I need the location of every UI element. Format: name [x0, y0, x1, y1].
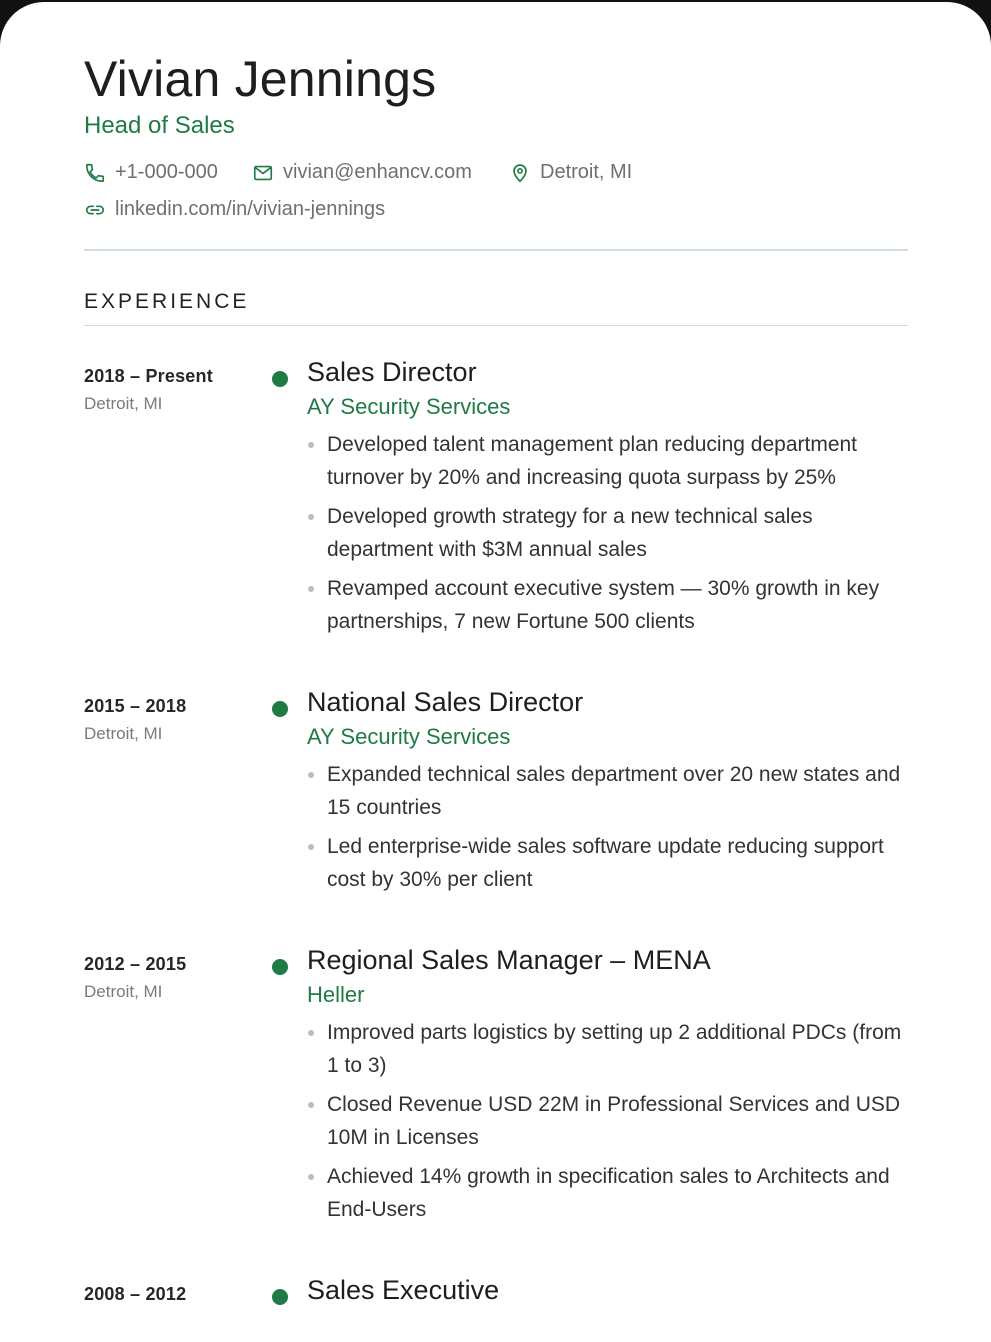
bullet-item: Developed growth strategy for a new technical sales department with $3M annual sales [307, 500, 912, 566]
entry-company: Heller [307, 982, 365, 1007]
contact-linkedin[interactable] [84, 198, 385, 221]
timeline-dot [272, 959, 288, 975]
entry-company: AY Security Services [307, 394, 511, 419]
bullet-item: Achieved 14% growth in specification sales to Architects and End-Users [307, 1160, 912, 1226]
email-text: vivian@enhancv.com [283, 161, 472, 183]
entry-date: 2012 – 2015 [84, 954, 187, 974]
entry-location: Detroit, MI [84, 724, 163, 743]
phone-icon [84, 162, 106, 184]
entry-bullets [307, 1016, 912, 1232]
email-icon [252, 162, 274, 184]
bullet-item: Closed Revenue USD 22M in Professional Services and USD 10M in Licenses [307, 1088, 912, 1154]
entry-bullets [307, 428, 912, 644]
location-text: Detroit, MI [540, 161, 633, 183]
contact-phone[interactable] [84, 161, 218, 184]
entry-role: Sales Executive [307, 1275, 500, 1305]
bullet-item: Revamped account executive system — 30% growth in key partnerships, 7 new Fortune 500 clients [307, 572, 912, 638]
resume-page [0, 2, 991, 1342]
bullet-item: Led enterprise-wide sales software update reducing support cost by 30% per client [307, 830, 912, 896]
entry-role: Regional Sales Manager – MENA [307, 945, 711, 975]
candidate-name: Vivian Jennings [84, 51, 437, 107]
entry-role: Sales Director [307, 357, 477, 387]
linkedin-text: linkedin.com/in/vivian-jennings [115, 198, 386, 220]
bullet-item: Improved parts logistics by setting up 2 additional PDCs (from 1 to 3) [307, 1016, 912, 1082]
entry-role: National Sales Director [307, 687, 584, 717]
entry-bullets [307, 758, 912, 902]
entry-location: Detroit, MI [84, 982, 163, 1001]
timeline-dot [272, 371, 288, 387]
bullet-item: Expanded technical sales department over 20 new states and 15 countries [307, 758, 912, 824]
candidate-headline: Head of Sales [84, 112, 235, 139]
entry-location: Detroit, MI [84, 394, 163, 413]
contact-location [509, 161, 632, 184]
entry-date: 2015 – 2018 [84, 696, 187, 716]
location-pin-icon [509, 162, 531, 184]
entry-company: AY Security Services [307, 724, 511, 749]
timeline-dot [272, 701, 288, 717]
section-divider [84, 325, 908, 326]
bullet-item: Developed talent management plan reducing department turnover by 20% and increasing quota surpass by 25% [307, 428, 912, 494]
section-title-experience: EXPERIENCE [84, 290, 250, 313]
link-icon [84, 199, 106, 221]
entry-date: 2008 – 2012 [84, 1284, 187, 1304]
contact-email[interactable] [252, 161, 472, 184]
header-divider [84, 249, 908, 251]
entry-date: 2018 – Present [84, 366, 213, 386]
phone-text: +1-000-000 [115, 161, 218, 183]
timeline-dot [272, 1289, 288, 1305]
